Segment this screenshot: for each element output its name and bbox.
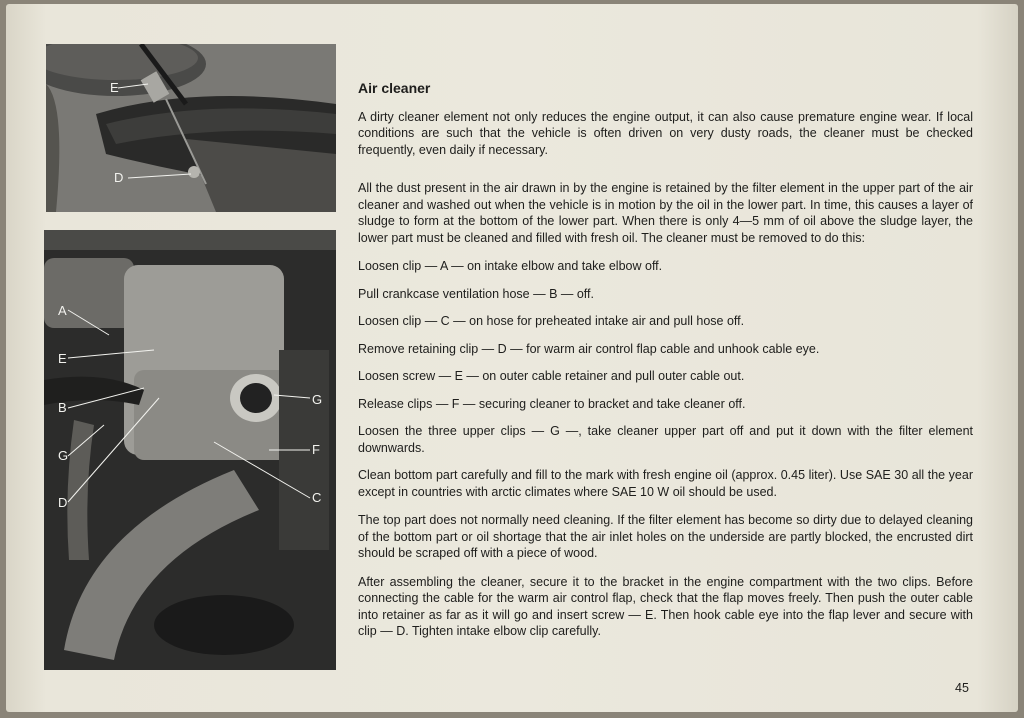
photo-air-cleaner	[44, 230, 336, 670]
step-item: Release clips — F — securing cleaner to bracket and take cleaner off.	[358, 396, 746, 411]
callout-label: B	[58, 400, 67, 415]
step-item: Pull crankcase ventilation hose — B — off.	[358, 286, 594, 301]
step-item: Loosen clip — C — on hose for preheated intake air and pull hose off.	[358, 314, 745, 328]
step-item: Loosen clip — A — on intake elbow and take elbow off.	[358, 259, 663, 273]
callout-label: G	[312, 392, 323, 407]
step-item: Loosen screw — E — on outer cable retainer and pull outer cable out.	[358, 369, 745, 383]
intro-paragraph: A dirty cleaner element not only reduces the engine output, it can also cause premature engine wear. If local conditions are such that the vehicle is often driven on very dusty roads, the cleaner must be checked frequently, even daily if necessary.	[358, 109, 973, 157]
clean-bottom-paragraph: Clean bottom part carefully and fill to the mark with fresh engine oil (approx. 0.45 liter). Use SAE 30 all the year except in countries with arctic climates where SAE 10 W oil should be used.	[358, 468, 973, 499]
instructions-column	[358, 80, 973, 652]
callout-label: A	[58, 303, 67, 318]
section-heading: Air cleaner	[358, 80, 431, 96]
callout-label: E	[110, 80, 119, 95]
callout-label: G	[58, 448, 69, 463]
description-paragraph: All the dust present in the air drawn in by the engine is retained by the filter element in the upper part of the air cleaner and washed out when the vehicle is in motion by the oil in the lower part. In time, this causes a layer of sludge to form at the bottom of the lower part. When there is only 4—5 mm of oil above the sludge layer, the lower part must be cleaned and filled with fresh oil. The cleaner must be removed to do this:	[358, 181, 973, 245]
callout-label: D	[58, 495, 68, 510]
step-item: Remove retaining clip — D — for warm air control flap cable and unhook cable eye.	[358, 341, 820, 356]
assembly-paragraph: After assembling the cleaner, secure it to the bracket in the engine compartment with the two clips. Before connecting the cable for the warm air control flap, check that the flap moves freely. Then push the outer cable into retainer as far as it will go and insert screw — E. Then hook cable eye into the flap lever and secure with clip — D. Tighten intake elbow clip carefully.	[358, 574, 973, 638]
step-item: Loosen the three upper clips — G —, take cleaner upper part off and put it down with the filter element downwards.	[358, 424, 973, 455]
top-part-paragraph: The top part does not normally need cleaning. If the filter element has become so dirty due to delayed cleaning of the bottom part or oil shortage that the air inlet holes on the underside are partly blocked, the encrusted dirt should be scraped off with a piece of wood.	[358, 513, 973, 560]
photo-cable-retainer	[46, 44, 336, 212]
callout-label: F	[312, 442, 320, 457]
callout-label: D	[114, 170, 124, 185]
callout-label: E	[58, 351, 67, 366]
callout-label: C	[312, 490, 322, 505]
page-number: 45	[955, 681, 969, 695]
